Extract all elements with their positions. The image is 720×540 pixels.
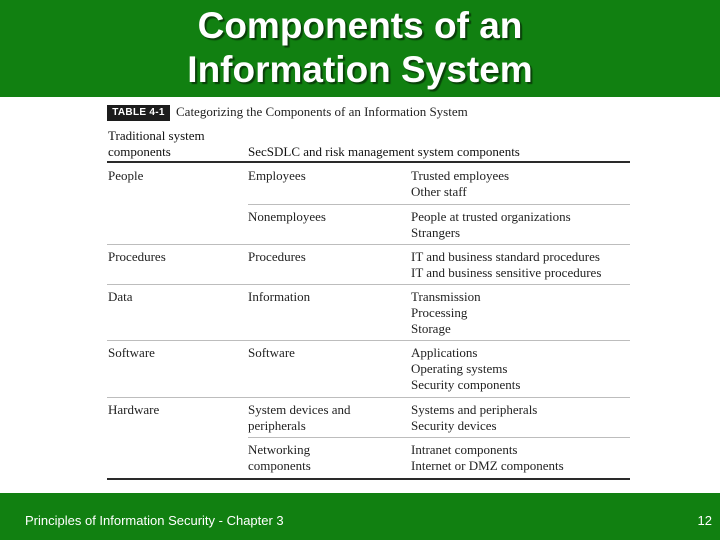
table-cell-item: Intranet components xyxy=(411,442,518,457)
table-cell-secsdlc: Procedures xyxy=(248,249,306,264)
header-traditional-line1: Traditional system xyxy=(108,128,205,143)
table-figure xyxy=(0,97,720,493)
row-divider xyxy=(107,284,630,285)
row-divider xyxy=(248,204,630,205)
title-bar xyxy=(0,0,720,97)
table-cell-secsdlc: peripherals xyxy=(248,418,306,433)
row-divider xyxy=(107,244,630,245)
table-cell-item: Trusted employees xyxy=(411,168,510,183)
table-cell-item: People at trusted organizations xyxy=(411,209,571,224)
table-cell-secsdlc: Networking xyxy=(248,442,311,457)
table-cell-secsdlc: Nonemployees xyxy=(248,209,326,224)
table-cell-item: Other staff xyxy=(411,184,467,199)
table-cell-item: Operating systems xyxy=(411,361,508,376)
table-cell-secsdlc: Employees xyxy=(248,168,306,183)
table-tag: TABLE 4-1 xyxy=(107,105,170,121)
table-cell-item: Storage xyxy=(411,321,451,336)
table-cell-secsdlc: System devices and xyxy=(248,402,351,417)
header-traditional-line2: components xyxy=(108,144,171,159)
table-cell-secsdlc: Information xyxy=(248,289,311,304)
table-cell-traditional: Procedures xyxy=(108,249,166,264)
row-divider xyxy=(248,437,630,438)
table-cell-item: Systems and peripherals xyxy=(411,402,538,417)
page-number: 12 xyxy=(697,513,712,528)
table-cell-traditional: People xyxy=(108,168,144,183)
table-cell-item: Processing xyxy=(411,305,468,320)
table-cell-item: Internet or DMZ components xyxy=(411,458,564,473)
row-divider xyxy=(107,340,630,341)
row-divider xyxy=(107,397,630,398)
slide-title-line-2: Information System xyxy=(187,49,533,90)
slide-title-line-1: Components of an xyxy=(197,5,523,46)
table-cell-traditional: Software xyxy=(108,345,155,360)
table-cell-item: Security devices xyxy=(411,418,497,433)
table-cell-item: Security components xyxy=(411,377,521,392)
table-cell-item: Applications xyxy=(411,345,478,360)
table-caption: Categorizing the Components of an Information System xyxy=(176,104,468,119)
table-cell-traditional: Hardware xyxy=(108,402,160,417)
header-rule xyxy=(107,161,630,163)
table-cell-item: IT and business standard procedures xyxy=(411,249,600,264)
table-cell-item: Transmission xyxy=(411,289,481,304)
table-bottom-rule xyxy=(107,478,630,480)
table-cell-traditional: Data xyxy=(108,289,133,304)
header-secsdlc: SecSDLC and risk management system components xyxy=(248,144,520,159)
footer-bar xyxy=(0,493,720,540)
footer-text: Principles of Information Security - Chapter 3 xyxy=(25,513,284,528)
table-cell-item: Strangers xyxy=(411,225,461,240)
table-cell-secsdlc: Software xyxy=(248,345,295,360)
table-cell-secsdlc: components xyxy=(248,458,311,473)
table-cell-item: IT and business sensitive procedures xyxy=(411,265,602,280)
